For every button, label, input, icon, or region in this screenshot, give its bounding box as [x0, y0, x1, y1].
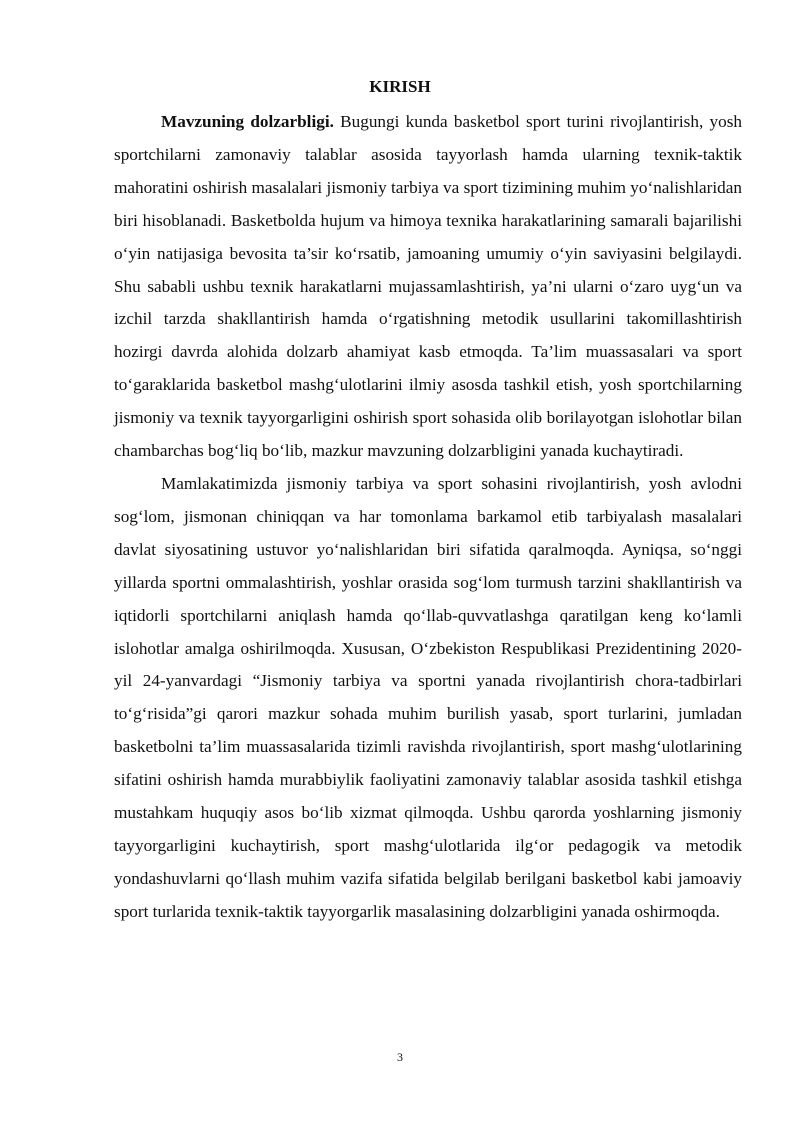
paragraph-text: Bugungi kunda basketbol sport turini rivojlantirish, yosh sportchilarni zamonaviy talablar asosida tayyorlash hamda ularning texnik-taktik mahoratini oshirish masalalari jismoniy tarbiya va sport tizimining muhim yo‘nalishlaridan biri hisoblanadi. Basketbolda hujum va himoya texnika harakatlarining samarali bajarilishi o‘yin natijasiga bevosita ta’sir ko‘rsatib, jamoaning umumiy o‘yin saviyasini belgilaydi. Shu sababli ushbu texnik harakatlarni mujassamlashtirish, ya’ni ularni o‘zaro uyg‘un va izchil tarzda shakllantirish hamda o‘rgatishning metodik usullarini takomillashtirish hozirgi davrda alohida dolzarb ahamiyat kasb etmoqda. Ta’lim muassasalari va sport to‘garaklarida basketbol mashg‘ulotlarini ilmiy asosda tashkil etish, yosh sportchilarning jismoniy va texnik tayyorgarligini oshirish sport sohasida olib borilayotgan islohotlar bilan chambarchas bog‘liq bo‘lib, mazkur mavzuning dolzarbligini yanada kuchaytiradi.	[114, 112, 742, 461]
page-number: 3	[397, 1050, 403, 1064]
paragraph-relevance	[114, 106, 742, 468]
paragraph-text: Mamlakatimizda jismoniy tarbiya va sport sohasini rivojlantirish, yosh avlodni sog‘lom, jismonan chiniqqan va har tomonlama barkamol etib tarbiyalash masalalari davlat siyosatining ustuvor yo‘nalishlaridan biri sifatida qaralmoqda. Ayniqsa, so‘nggi yillarda sportni ommalashtirish, yoshlar orasida sog‘lom turmush tarzini shakllantirish va iqtidorli sportchilarni aniqlash hamda qo‘llab-quvvatlashga qaratilgan keng ko‘lamli islohotlar amalga oshirilmoqda. Xususan, O‘zbekiston Respublikasi Prezidentining 2020-yil 24-yanvardagi “Jismoniy tarbiya va sportni yanada rivojlantirish chora-tadbirlari to‘g‘risida”gi qarori mazkur sohada muhim burilish yasab, sport turlarini, jumladan basketbolni ta’lim muassasalarida tizimli ravishda rivojlantirish, sport mashg‘ulotlarining sifatini oshirish hamda murabbiylik faoliyatini zamonaviy talablar asosida tashkil etishga mustahkam huquqiy asos bo‘lib xizmat qilmoqda. Ushbu qarorda yoshlarning jismoniy tayyorgarligini kuchaytirish, sport mashg‘ulotlarida ilg‘or pedagogik va metodik yondashuvlarni qo‘llash muhim vazifa sifatida belgilab berilgani basketbol kabi jamoaviy sport turlarida texnik-taktik tayyorgarlik masalasining dolzarbligini yanada oshirmoqda.	[114, 473, 742, 921]
paragraph-lead-heading: Mavzuning dolzarbligi.	[161, 112, 334, 131]
paragraph-state-policy	[114, 468, 742, 929]
body-text	[114, 106, 742, 929]
page-title: KIRISH	[369, 77, 431, 96]
